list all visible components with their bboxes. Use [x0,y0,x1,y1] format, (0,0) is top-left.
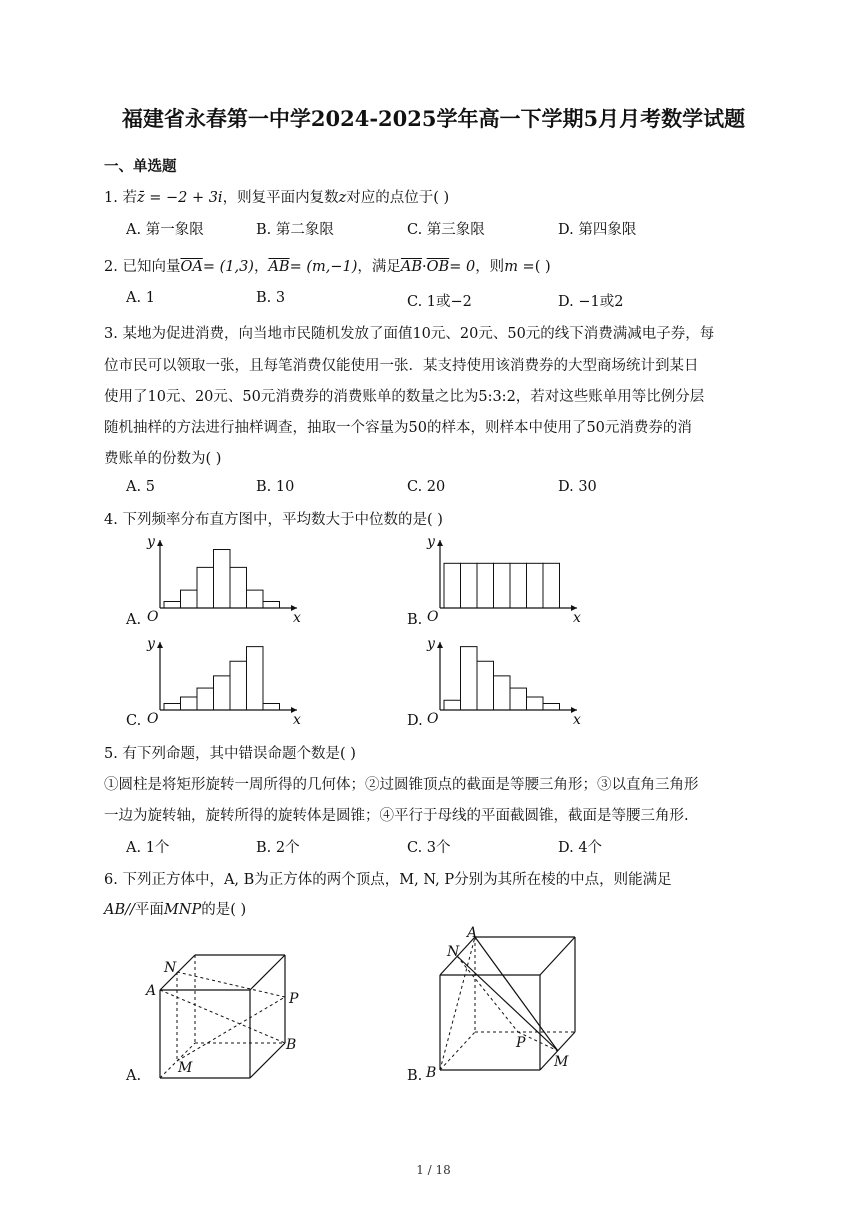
hist-c-bar-2 [181,697,198,710]
y-axis-label: y [427,534,435,550]
question-3-line-1: 3. 某地为促进消费，向当地市民随机发放了面值10元、20元、50元的线下消费满减电子券，每 [104,326,715,342]
cube-a-point-a: A [146,983,157,999]
q1-option-b: B. 第二象限 [256,222,334,238]
question-4: 4. 下列频率分布直方图中，平均数大于中位数的是( ) [104,512,443,528]
question-3-line-4: 随机抽样的方法进行抽样调查，抽取一个容量为50的样本，则样本中使用了50元消费券的消 [104,420,692,436]
q3-option-a: A. 5 [126,479,155,495]
q1-text-b: ，则复平面内复数 [222,190,339,206]
q6-label-b: B. [407,1068,423,1084]
q2-ab-value: = (m,−1) [289,259,358,275]
y-arrow [437,642,443,648]
histogram-c [145,637,305,732]
question-6-line-2 [104,898,246,919]
q4-label-d: D. [407,713,423,729]
question-2: 2. 已知向量$\overline{OA}= (1,3)$，$\overline{AB}= (m,-1)$，满足$\overline{AB}\cdot\overline{OB}= 0$，则m =( ) [104,259,551,275]
q3-option-c: C. 20 [407,479,446,495]
cube-a-point-b: B [286,1037,297,1053]
q6-plane-word: 平面 [134,902,164,918]
q2-option-a: A. 1 [126,290,155,306]
histogram-a [145,535,305,630]
q4-label-a: A. [126,612,142,628]
q2-option-b: B. 3 [256,290,286,306]
hist-a-bar-1 [164,602,181,609]
hist-d-bar-5 [510,688,527,710]
q4-label-c: C. [126,713,142,729]
q6-mnp: MNP [163,902,202,918]
hist-d-bar-7 [543,704,560,711]
hist-a-bar-4 [214,550,231,609]
q5-option-b: B. 2个 [256,840,300,856]
q5-option-c: C. 3个 [407,840,451,856]
x-axis-label: x [293,610,301,626]
hist-b-bar-7 [543,563,560,608]
q6-text-e: 的是( ) [201,902,247,918]
cube-a-point-m: M [178,1060,193,1076]
cube-b-point-b: B [426,1065,437,1081]
q1-formula: z̄ = −2 + 3i [136,190,223,206]
cube-b-point-p: P [516,1035,526,1051]
origin-label: O [147,609,159,625]
histogram-b [425,535,585,630]
hist-a-bar-2 [181,590,198,608]
hist-d-bar-6 [527,697,544,710]
q1-option-d: D. 第四象限 [558,222,637,238]
cube-b-point-m: M [554,1054,569,1070]
hist-b-bar-5 [510,563,527,608]
hist-b-bar-4 [494,563,511,608]
q1-text-a: 1. 若 [104,190,137,206]
q3-option-b: B. 10 [256,479,295,495]
question-5-statements-2: 一边为旋转轴，旋转所得的旋转体是圆锥；④平行于母线的平面截圆锥，截面是等腰三角形. [104,808,689,824]
q1-option-a: A. 第一象限 [126,222,204,238]
y-axis-label: y [147,534,155,550]
y-arrow [157,642,163,648]
q2-m-expr: m = [504,259,535,275]
hist-c-bar-3 [197,688,214,710]
y-axis-label: y [147,636,155,652]
q2-vector-oa: $\overline{OA}$ [180,259,203,275]
y-arrow [437,540,443,546]
question-3-line-2: 位市民可以领取一张，且每笔消费仅能使用一张．某支持使用该消费券的大型商场统计到某日 [104,358,699,374]
q2-option-d: D. −1或2 [558,294,624,310]
q4-label-b: B. [407,612,423,628]
question-1 [104,186,449,207]
hist-d-bar-1 [444,700,461,710]
origin-label: O [427,609,439,625]
q2-text-a: 2. 已知向量 [104,259,181,275]
hist-d-bar-3 [477,661,494,710]
q2-dot-ob: $\overline{OB}$ [426,259,450,275]
hist-b-bar-2 [461,563,478,608]
q5-option-a: A. 1个 [126,840,170,856]
q2-dot-ab: $\overline{AB}$ [400,259,423,275]
hist-c-bar-4 [214,676,231,710]
q2-oa-value: = (1,3) [202,259,254,275]
q1-option-c: C. 第三象限 [407,222,485,238]
cube-a-point-p: P [289,991,299,1007]
x-axis-label: x [293,712,301,728]
q2-text-d: ( ) [534,259,551,275]
q2-dot-sep: · [422,259,427,275]
hist-c-bar-1 [164,704,181,711]
question-6-line-1: 6. 下列正方体中，A, B为正方体的两个顶点，M, N, P分别为其所在棱的中点，则能满足 [104,872,672,888]
cube-b-point-a: A [467,925,478,941]
page-title: 福建省永春第一中学2024-2025学年高一下学期5月月考数学试题 [121,106,746,131]
hist-b-bar-1 [444,563,461,608]
histogram-d [425,637,585,732]
x-axis-label: x [573,712,581,728]
q6-ab: AB [104,902,126,918]
y-arrow [157,540,163,546]
q1-var: z [338,190,347,206]
hist-d-bar-4 [494,676,511,710]
question-5: 5. 有下列命题，其中错误命题个数是( ) [104,746,356,762]
question-3-line-3: 使用了10元、20元、50元消费券的消费账单的数量之比为5:3:2，若对这些账单用等比例分层 [104,389,705,405]
q6-label-a: A. [126,1068,142,1084]
question-3-line-5: 费账单的份数为( ) [104,451,222,467]
hist-d-bar-2 [461,647,478,710]
hist-c-bar-6 [247,647,264,710]
q2-option-c: C. 1或−2 [407,294,472,310]
section-heading-single-choice: 一、单选题 [104,158,177,175]
hist-b-bar-6 [527,563,544,608]
cube-b-point-n: N [447,944,460,960]
y-axis-label: y [427,636,435,652]
origin-label: O [427,711,439,727]
hist-b-bar-3 [477,563,494,608]
hist-c-bar-7 [263,704,280,711]
x-axis-label: x [573,610,581,626]
hist-a-bar-5 [230,567,247,608]
q5-option-d: D. 4个 [558,840,603,856]
cube-a-point-n: N [164,960,177,976]
q3-option-d: D. 30 [558,479,597,495]
q2-text-c: ，则 [475,259,505,275]
question-5-statements-1: ①圆柱是将矩形旋转一周所得的几何体；②过圆锥顶点的截面是等腰三角形；③以直角三角形 [104,777,699,793]
q2-dot-value: = 0 [449,259,476,275]
cube-figure-a [140,945,310,1085]
hist-a-bar-3 [197,567,214,608]
page-number: 1 / 18 [416,1163,451,1177]
q6-parallel: // [125,902,135,918]
cube-figure-b [420,925,590,1085]
hist-a-bar-7 [263,602,280,609]
q2-text-b: ，满足 [357,259,401,275]
q2-vector-ab: $\overline{AB}$ [268,259,290,275]
hist-a-bar-6 [247,590,264,608]
q1-text-c: 对应的点位于( ) [346,190,450,206]
hist-c-bar-5 [230,661,247,710]
origin-label: O [147,711,159,727]
